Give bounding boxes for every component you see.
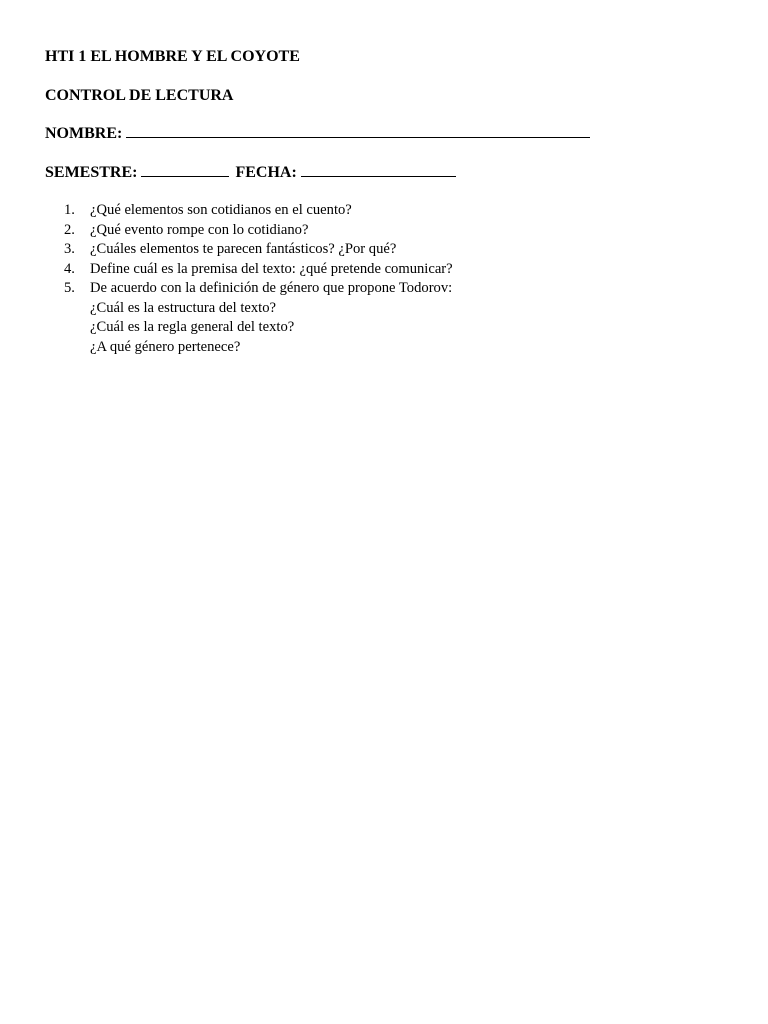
name-blank xyxy=(126,124,590,138)
question-number: 1. xyxy=(64,202,75,218)
question-number: 5. xyxy=(64,280,75,296)
date-blank xyxy=(301,163,456,177)
name-line xyxy=(45,124,590,144)
question-text: De acuerdo con la definición de género que propone Todorov: xyxy=(90,280,453,296)
question-item xyxy=(64,279,453,357)
question-item xyxy=(64,240,453,260)
question-item xyxy=(64,260,453,280)
document-subtitle: CONTROL DE LECTURA xyxy=(45,87,234,104)
sub-question: ¿A qué género pertenece? xyxy=(90,338,241,355)
question-list xyxy=(64,201,453,357)
question-number: 3. xyxy=(64,241,75,257)
sub-question: ¿Cuál es la regla general del texto? xyxy=(90,319,295,335)
semester-blank xyxy=(141,163,229,177)
date-label: FECHA: xyxy=(235,164,297,181)
question-text: ¿Qué elementos son cotidianos en el cuento? xyxy=(90,202,352,218)
question-text: ¿Qué evento rompe con lo cotidiano? xyxy=(90,221,309,238)
document-title: HTI 1 EL HOMBRE Y EL COYOTE xyxy=(45,48,300,65)
name-label: NOMBRE: xyxy=(45,125,123,142)
question-text: Define cuál es la premisa del texto: ¿qué pretende comunicar? xyxy=(90,260,453,277)
question-item xyxy=(64,221,453,241)
question-item xyxy=(64,201,453,221)
semester-date-line xyxy=(45,163,456,183)
question-text: ¿Cuáles elementos te parecen fantásticos? ¿Por qué? xyxy=(90,241,397,257)
sub-question: ¿Cuál es la estructura del texto? xyxy=(90,299,276,316)
question-number: 2. xyxy=(64,221,75,238)
question-number: 4. xyxy=(64,260,75,277)
semester-label: SEMESTRE: xyxy=(45,164,138,181)
